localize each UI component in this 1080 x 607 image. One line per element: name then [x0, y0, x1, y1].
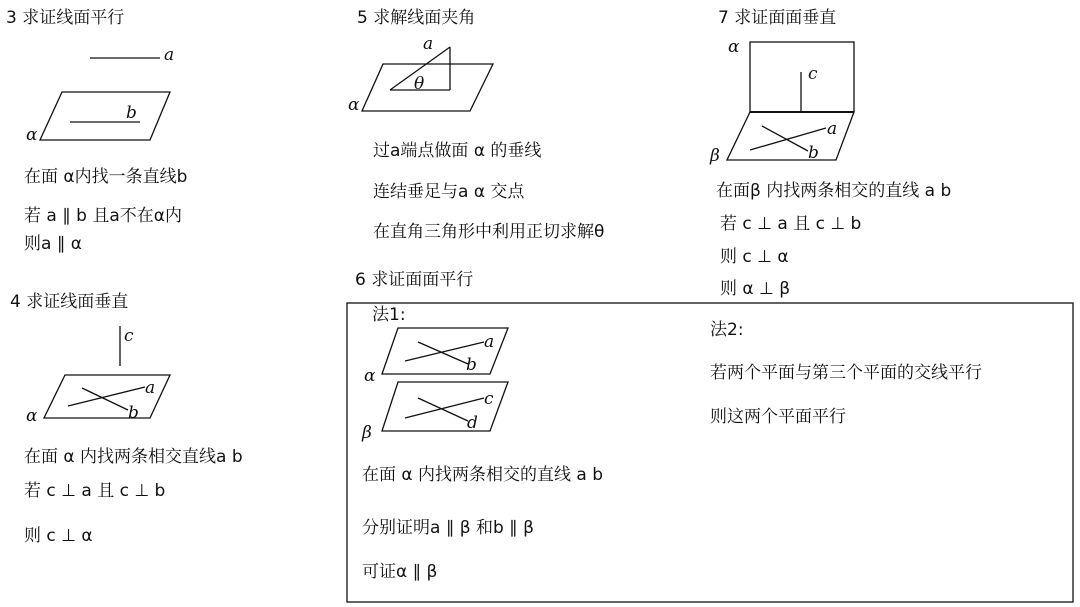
sec3-line3: 则a ∥ α — [24, 234, 82, 254]
sec3-title: 3 求证线面平行 — [6, 8, 125, 28]
sec6-label-alpha: α — [364, 366, 376, 386]
sec7-title: 7 求证面面垂直 — [718, 8, 837, 28]
sec7-line2: 若 c ⊥ a 且 c ⊥ b — [720, 214, 862, 234]
sec7-label-alpha: α — [728, 37, 740, 57]
sec6-label-a: a — [484, 332, 495, 352]
sec7-line1: 在面β 内找两条相交的直线 a b — [716, 181, 952, 201]
sec5-label-a: a — [423, 34, 434, 54]
sec4-label-a: a — [145, 378, 156, 398]
sec4-line3: 则 c ⊥ α — [24, 526, 93, 546]
sec6-method2-line1: 若两个平面与第三个平面的交线平行 — [710, 363, 982, 383]
sec7-line4: 则 α ⊥ β — [720, 279, 791, 299]
sec4-label-alpha: α — [26, 406, 38, 426]
sec6-method2-title: 法2: — [710, 320, 744, 340]
sec3-figure — [26, 45, 174, 145]
sec5-figure — [348, 34, 493, 115]
sec4-line1: 在面 α 内找两条相交直线a b — [24, 447, 243, 467]
sec5-title: 5 求解线面夹角 — [357, 8, 476, 28]
sec6-title: 6 求证面面平行 — [355, 270, 474, 290]
sec6-label-beta: β — [362, 423, 372, 443]
sec6-frame — [347, 303, 1073, 602]
sec4-line2: 若 c ⊥ a 且 c ⊥ b — [24, 481, 166, 501]
sec5-label-theta: θ — [414, 74, 425, 94]
sec5-plane-alpha — [362, 64, 493, 111]
sec5-line1: 过a端点做面 α 的垂线 — [373, 141, 542, 161]
sec6-line-d — [418, 398, 468, 421]
sec5-line2: 连结垂足与a α 交点 — [373, 182, 525, 202]
sec6-method1-title: 法1: — [372, 305, 406, 325]
sec7-line-b — [762, 126, 808, 151]
sec6-label-c: c — [484, 389, 494, 409]
sec7-label-c: c — [808, 64, 818, 84]
sec7-line3: 则 c ⊥ α — [720, 247, 789, 267]
sec6-method2-line2: 则这两个平面平行 — [710, 407, 846, 427]
sec6-label-d: d — [467, 413, 478, 433]
sec4-label-c: c — [124, 326, 134, 346]
sec5-label-alpha: α — [348, 95, 360, 115]
sec3-label-b: b — [126, 103, 137, 123]
sec7-label-b: b — [808, 143, 819, 163]
sec7-label-beta: β — [710, 146, 720, 166]
sec6-label-b: b — [466, 355, 477, 375]
sec6-line-b — [418, 342, 468, 364]
sec4-line-b — [82, 388, 128, 410]
sec3-label-a: a — [164, 45, 175, 65]
sec5-line3: 在直角三角形中利用正切求解θ — [373, 222, 605, 242]
sec7-plane-alpha — [750, 42, 854, 112]
sec7-figure — [709, 37, 854, 166]
sec7-label-a: a — [827, 119, 838, 139]
sec6-method1-line3: 可证α ∥ β — [362, 562, 438, 582]
sec6-method1-line1: 在面 α 内找两条相交的直线 a b — [362, 465, 604, 485]
sec3-plane-alpha — [40, 92, 170, 140]
sec4-label-b: b — [128, 403, 139, 423]
sec6-figure — [347, 303, 1073, 602]
sec6-method1-line2: 分别证明a ∥ β 和b ∥ β — [362, 518, 534, 538]
sec3-line1: 在面 α内找一条直线b — [24, 167, 188, 187]
sec4-title: 4 求证线面垂直 — [10, 292, 129, 312]
sec3-line2: 若 a ∥ b 且a不在α内 — [24, 206, 182, 226]
sec3-label-alpha: α — [26, 125, 38, 145]
sec4-figure — [26, 326, 170, 426]
